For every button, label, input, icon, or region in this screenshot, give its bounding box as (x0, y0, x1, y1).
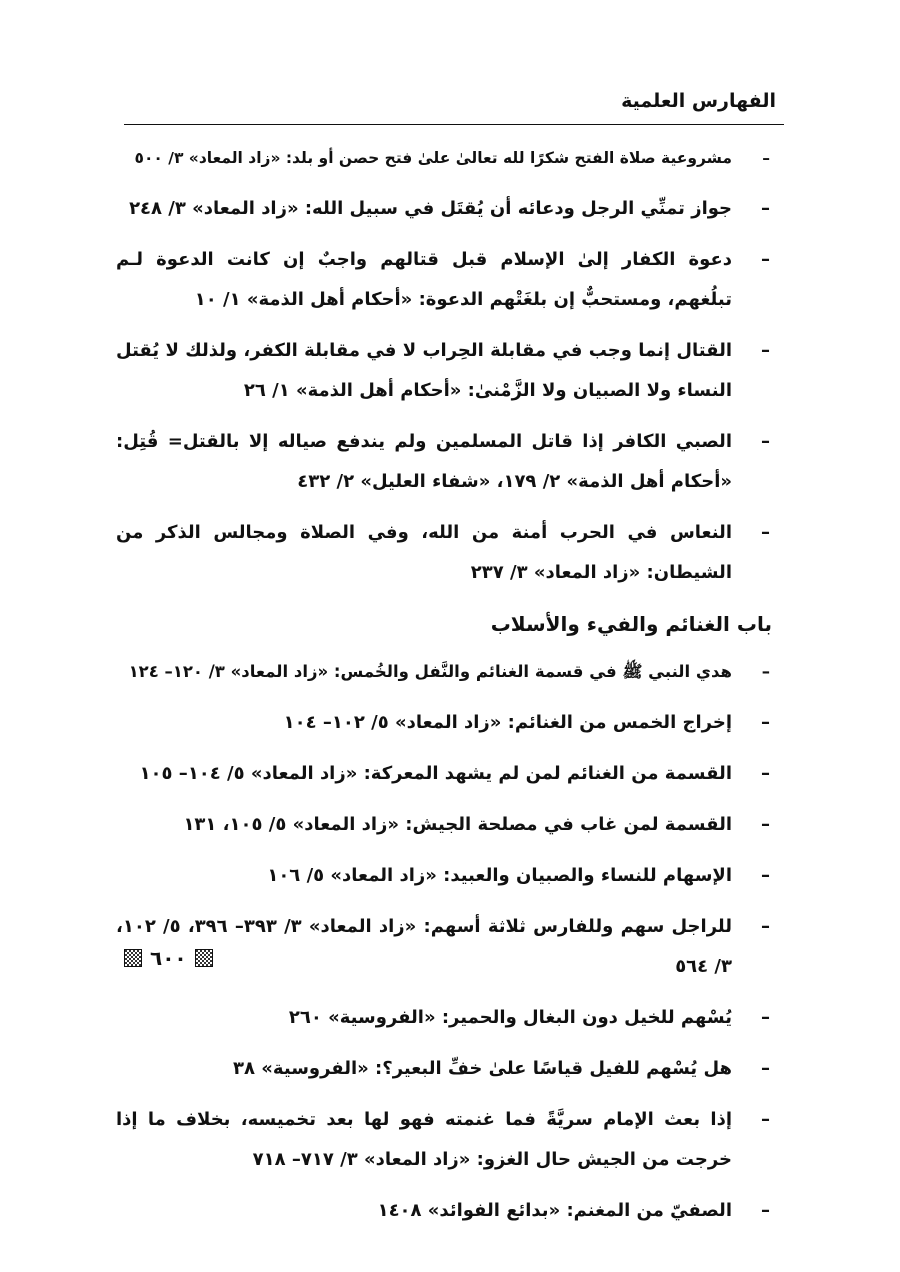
index-entry (116, 240, 776, 320)
entry-dash: – (761, 1109, 770, 1130)
entry-text: دعوة الكفار إلىٰ الإسلام قبل قتالهم واجبٌ إن كانت الدعوة لـم تبلُغهم، ومستحبٌّ إن بلغَتْهم الدعوة: «أحكام أهل الذمة» ١/ ١٠ (116, 249, 732, 310)
index-entry (116, 422, 776, 502)
entry-text: للراجل سهم وللفارس ثلاثة أسهم: «زاد المعاد» ٣/ ٣٩٣– ٣٩٦، ٥/ ١٠٢، ٣/ ٥٦٤ (116, 916, 733, 977)
entry-text: جواز تمنِّي الرجل ودعائه أن يُقتَل في سبيل الله: «زاد المعاد» ٣/ ٢٤٨ (129, 198, 732, 219)
header-divider (124, 124, 784, 125)
entry-text: إخراج الخمس من الغنائم: «زاد المعاد» ٥/ ١٠٢– ١٠٤ (283, 712, 732, 733)
page-footer (124, 946, 213, 970)
entry-dash: – (761, 198, 770, 219)
entry-text: إذا بعث الإمام سريَّةً فما غنمته فهو لها بعد تخميسه، بخلاف ما إذا خرجت من الجيش حال الغزو: «زاد المعاد» ٣/ ٧١٧– ٧١٨ (116, 1109, 732, 1170)
entry-dash: – (761, 865, 770, 886)
entry-text: هدي النبي ﷺ في قسمة الغنائم والنَّفل والخُمس: «زاد المعاد» ٣/ ١٢٠– ١٢٤ (128, 662, 732, 681)
entry-dash: – (761, 662, 770, 681)
entry-text: القسمة لمن غاب في مصلحة الجيش: «زاد المعاد» ٥/ ١٠٥، ١٣١ (183, 814, 732, 835)
entry-text: مشروعية صلاة الفتح شكرًا لله تعالىٰ علىٰ فتح حصن أو بلد: «زاد المعاد» ٣/ ٥٠٠ (134, 149, 732, 167)
entry-dash: – (762, 149, 770, 167)
checkered-square-ornament-icon (195, 949, 213, 967)
index-entry (116, 513, 776, 593)
entry-text: يُسْهم للخيل دون البغال والحمير: «الفروسية» ٢٦٠ (288, 1007, 732, 1028)
entry-dash: – (761, 916, 770, 937)
index-entry (116, 138, 776, 178)
running-header-title: الفهارس العلمية (621, 90, 776, 112)
index-entry (116, 907, 776, 987)
page-number: ٦٠٠ (150, 946, 187, 970)
index-entry (116, 998, 776, 1038)
index-entry (116, 652, 776, 692)
entry-dash: – (761, 814, 770, 835)
index-entry (116, 805, 776, 845)
index-entry (116, 189, 776, 229)
entry-dash: – (761, 1058, 770, 1079)
index-entry (116, 856, 776, 896)
entry-dash: – (761, 340, 770, 361)
section-heading: باب الغنائم والفيء والأسلاب (490, 612, 772, 636)
index-entry (116, 1049, 776, 1089)
entry-dash: – (761, 712, 770, 733)
entry-dash: – (761, 249, 770, 270)
entry-text: الصفيّ من المغنم: «بدائع الفوائد» ١٤٠٨ (377, 1200, 732, 1221)
entry-text: القتال إنما وجب في مقابلة الحِراب لا في مقابلة الكفر، ولذلك لا يُقتل النساء ولا الصبيان ولا الزَّمْنىٰ: «أحكام أهل الذمة» ١/ ٢٦ (116, 340, 732, 401)
index-entry (116, 703, 776, 743)
index-entry (116, 331, 776, 411)
entry-dash: – (761, 763, 770, 784)
entry-dash: – (761, 522, 770, 543)
entry-text: الصبي الكافر إذا قاتل المسلمين ولم يندفع صياله إلا بالقتل= قُتِل: «أحكام أهل الذمة» ٢/ ١٧٩، «شفاء العليل» ٢/ ٤٣٢ (116, 431, 732, 492)
entry-text: النعاس في الحرب أمنة من الله، وفي الصلاة ومجالس الذكر من الشيطان: «زاد المعاد» ٣/ ٢٣٧ (116, 522, 732, 583)
entry-text: الإسهام للنساء والصبيان والعبيد: «زاد المعاد» ٥/ ١٠٦ (267, 865, 732, 886)
index-entry (116, 1100, 776, 1180)
index-entry (116, 754, 776, 794)
entry-dash: – (761, 431, 770, 452)
entry-text: هل يُسْهم للفيل قياسًا علىٰ خفِّ البعير؟: «الفروسية» ٣٨ (233, 1058, 732, 1079)
entry-dash: – (761, 1007, 770, 1028)
checkered-square-ornament-icon (124, 949, 142, 967)
index-entries (116, 138, 776, 1242)
entry-dash: – (761, 1200, 770, 1221)
index-entry (116, 1191, 776, 1231)
entry-text: القسمة من الغنائم لمن لم يشهد المعركة: «زاد المعاد» ٥/ ١٠٤– ١٠٥ (139, 763, 732, 784)
